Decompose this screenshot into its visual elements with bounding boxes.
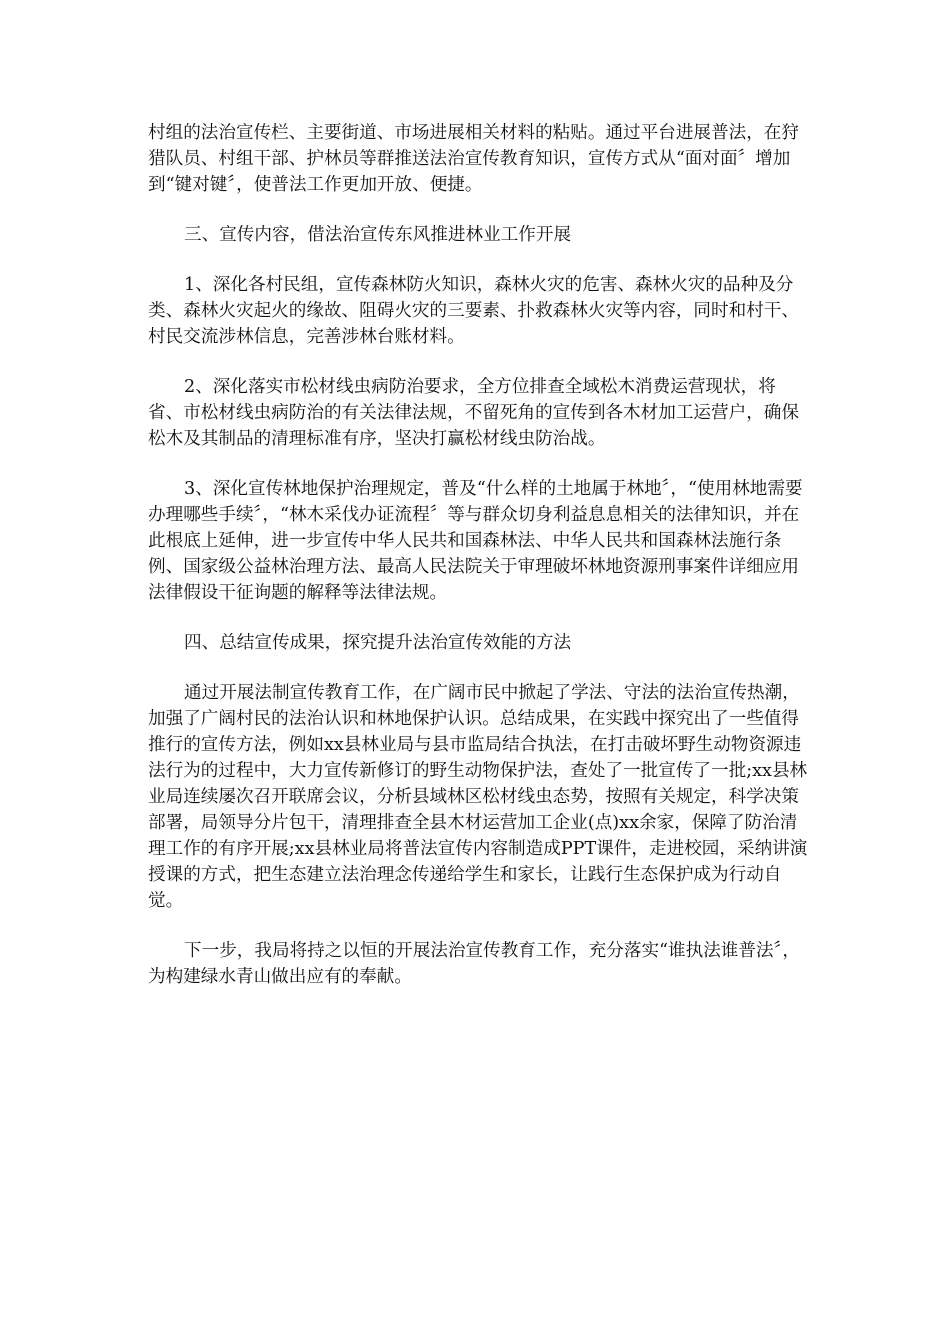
paragraph-item-3: 3、深化宣传林地保护治理规定，普及“什么样的土地属于林地〞，“使用林地需要办理哪些手续〞，“林木采伐办证流程〞等与群众切身利益息息相关的法律知识，并在此根底上延伸，进一步宣传中华人民共和国森林法、中华人民共和国森林法施行条例、国家级公益林治理方法、最高人民法院关于审理破坏林地资源刑事案件详细应用法律假设干征询题的解释等法律法规。 xyxy=(148,479,803,603)
paragraph-item-1: 1、深化各村民组，宣传森林防火知识，森林火灾的危害、森林火灾的品种及分类、森林火灾起火的缘故、阻碍火灾的三要素、扑救森林火灾等内容，同时和村干、村民交流涉林信息，完善涉林台账材料。 xyxy=(148,275,799,347)
paragraph-summary: 通过开展法制宣传教育工作，在广阔市民中掀起了学法、守法的法治宣传热潮，加强了广阔村民的法治认识和林地保护认识。总结成果，在实践中探究出了一些值得推行的宣传方法，例如xx县林业局与县市监局结合执法，在打击破坏野生动物资源违法行为的过程中，大力宣传新修订的野生动物保护法，查处了一批宣传了一批;xx县林业局连续屡次召开联席会议，分析县域林区松材线虫态势，按照有关规定，科学决策部署，局领导分片包干，清理排查全县木材运营加工企业(点)xx余家，保障了防治清理工作的有序开展;xx县林业局将普法宣传内容制造成PPT课件，走进校园，采纳讲演授课的方式，把生态建立法治理念传递给学生和家长，让践行生态保护成为行动自觉。 xyxy=(148,683,808,911)
document-body xyxy=(148,120,808,1014)
section-heading-3: 三、宣传内容，借法治宣传东风推进林业工作开展 xyxy=(184,225,572,245)
section-heading-4: 四、总结宣传成果，探究提升法治宣传效能的方法 xyxy=(184,633,572,653)
paragraph-next-step: 下一步，我局将持之以恒的开展法治宣传教育工作，充分落实“谁执法谁普法〞，为构建绿水青山做出应有的奉献。 xyxy=(148,941,800,987)
paragraph-item-2: 2、深化落实市松材线虫病防治要求，全方位排查全域松木消费运营现状，将省、市松材线虫病防治的有关法律法规，不留死角的宣传到各木材加工运营户，确保松木及其制品的清理标准有序，坚决打赢松材线虫防治战。 xyxy=(148,377,799,449)
paragraph-continuation: 村组的法治宣传栏、主要街道、市场进展相关材料的粘贴。通过平台进展普法，在狩猎队员、村组干部、护林员等群推送法治宣传教育知识，宣传方式从“面对面〞增加到“键对键〞，使普法工作更加开放、便捷。 xyxy=(148,123,799,195)
